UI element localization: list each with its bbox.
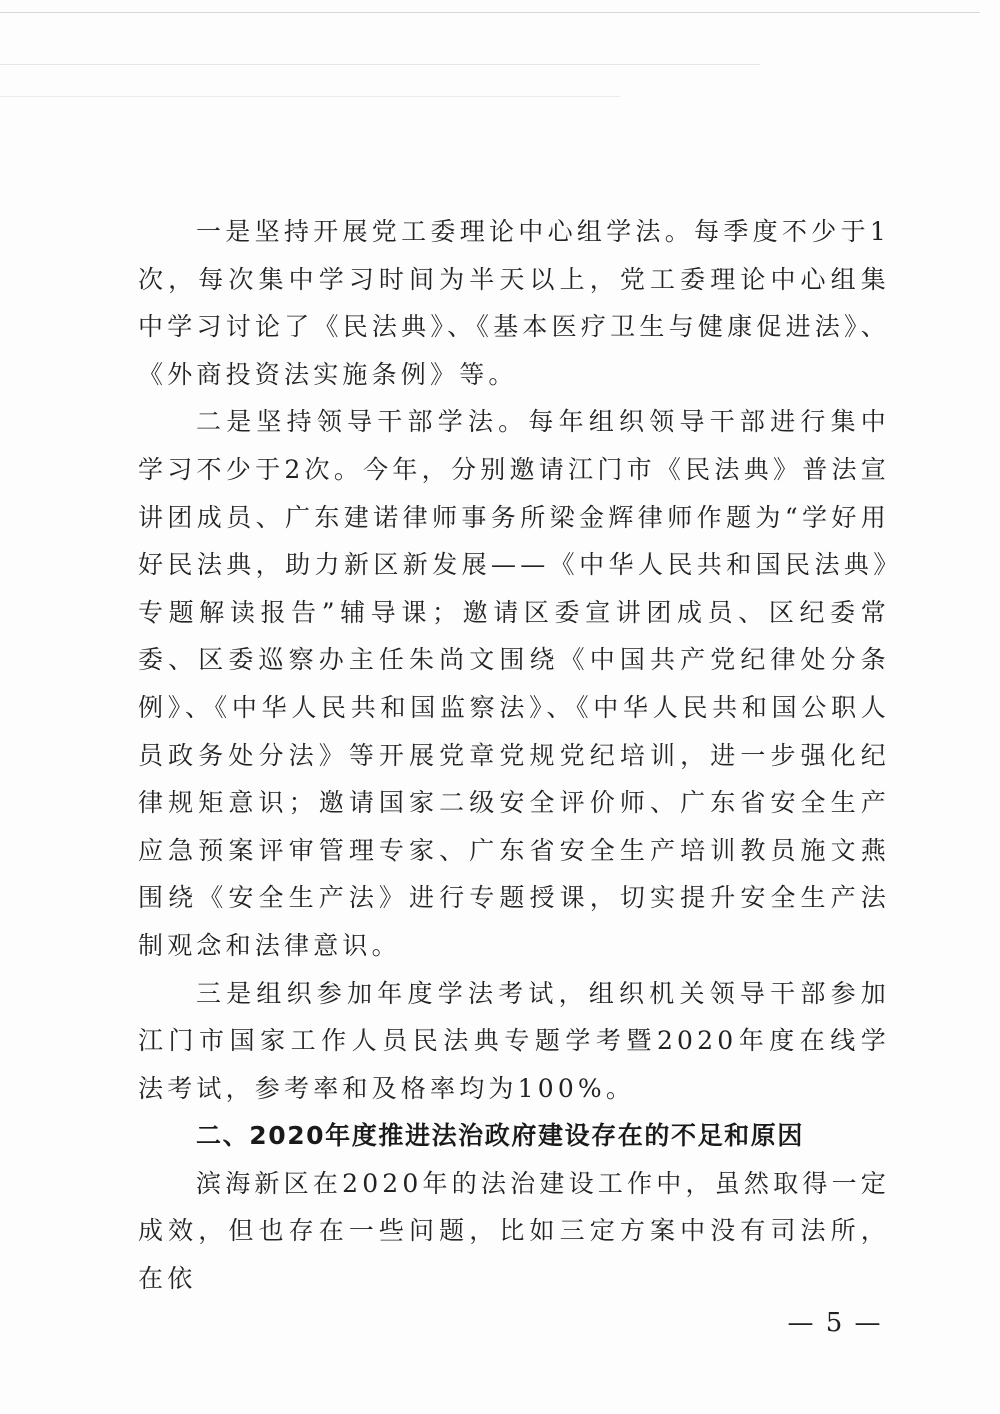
paragraph-leader-study: 二是坚持领导干部学法。每年组织领导干部进行集中学习不少于2次。今年，分别邀请江门市《民法典》普法宣讲团成员、广东建诺律师事务所梁金辉律师作题为“学好用好民法典，助力新区新发展——《中华人民共和国民法典》专题解读报告”辅导课；邀请区委宣讲团成员、区纪委常委、区委巡察办主任朱尚文围绕《中国共产党纪律处分条例》、《中华人民共和国监察法》、《中华人民共和国公职人员政务处分法》等开展党章党规党纪培训，进一步强化纪律规矩意识；邀请国家二级安全评价师、广东省安全生产应急预案评审管理专家、广东省安全生产培训教员施文燕围绕《安全生产法》进行专题授课，切实提升安全生产法制观念和法律意识。 (138, 407, 890, 960)
paragraph-shortcomings: 滨海新区在2020年的法治建设工作中，虽然取得一定成效，但也存在一些问题，比如三定方案中没有司法所，在依 (138, 1168, 890, 1294)
scan-mark (0, 64, 760, 65)
page-number: — 5 — (787, 1308, 883, 1338)
scan-mark (0, 96, 620, 97)
paragraph-law-exam: 三是组织参加年度学法考试，组织机关领导干部参加江门市国家工作人员民法典专题学考暨2020年度在线学法考试，参考率和及格率均为100%。 (138, 978, 890, 1103)
scan-mark (0, 12, 980, 13)
paragraph-study-group: 一是坚持开展党工委理论中心组学法。每季度不少于1次，每次集中学习时间为半天以上，党工委理论中心组集中学习讨论了《民法典》、《基本医疗卫生与健康促进法》、《外商投资法实施条例》等。 (138, 217, 890, 389)
document-body (138, 208, 890, 1303)
section-heading: 二、2020年度推进法治政府建设存在的不足和原因 (196, 1121, 804, 1151)
